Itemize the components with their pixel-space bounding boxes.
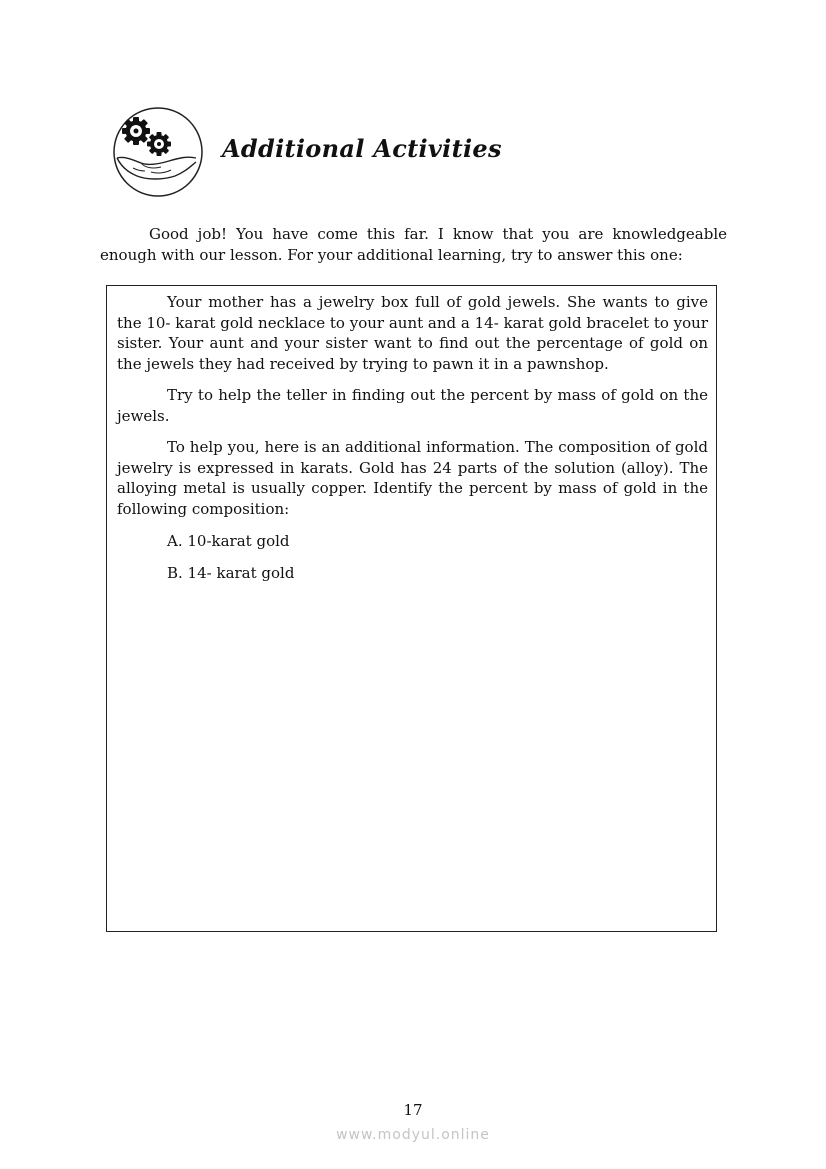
activity-paragraph-info: To help you, here is an additional information. The composition of gold jewelry is expressed in karats. Gold has 24 parts of the solution (alloy). The alloying metal is usually copper. Identify the percent by mass of gold in the following composition:	[117, 438, 708, 519]
activity-box	[106, 285, 717, 932]
gears-in-hand-icon	[111, 106, 205, 198]
activity-item-b: B. 14- karat gold	[167, 564, 295, 582]
activity-paragraph-scenario: Your mother has a jewelry box full of gold jewels. She wants to give the 10- karat gold necklace to your aunt and a 14- karat gold bracelet to your sister. Your aunt and your sister want to find out the percentage of gold on the jewels they had received by trying to pawn it in a pawnshop.	[117, 293, 708, 374]
page-number: 17	[403, 1101, 423, 1119]
section-title: Additional Activities	[222, 134, 502, 163]
intro-paragraph: Good job! You have come this far. I know that you are knowledgeable enough with our lesson. For your additional learning, try to answer this one:	[100, 225, 727, 264]
activity-paragraph-task: Try to help the teller in finding out the percent by mass of gold on the jewels.	[117, 386, 708, 425]
activity-item-a: A. 10-karat gold	[167, 532, 290, 550]
watermark: www.modyul.online	[336, 1127, 490, 1143]
